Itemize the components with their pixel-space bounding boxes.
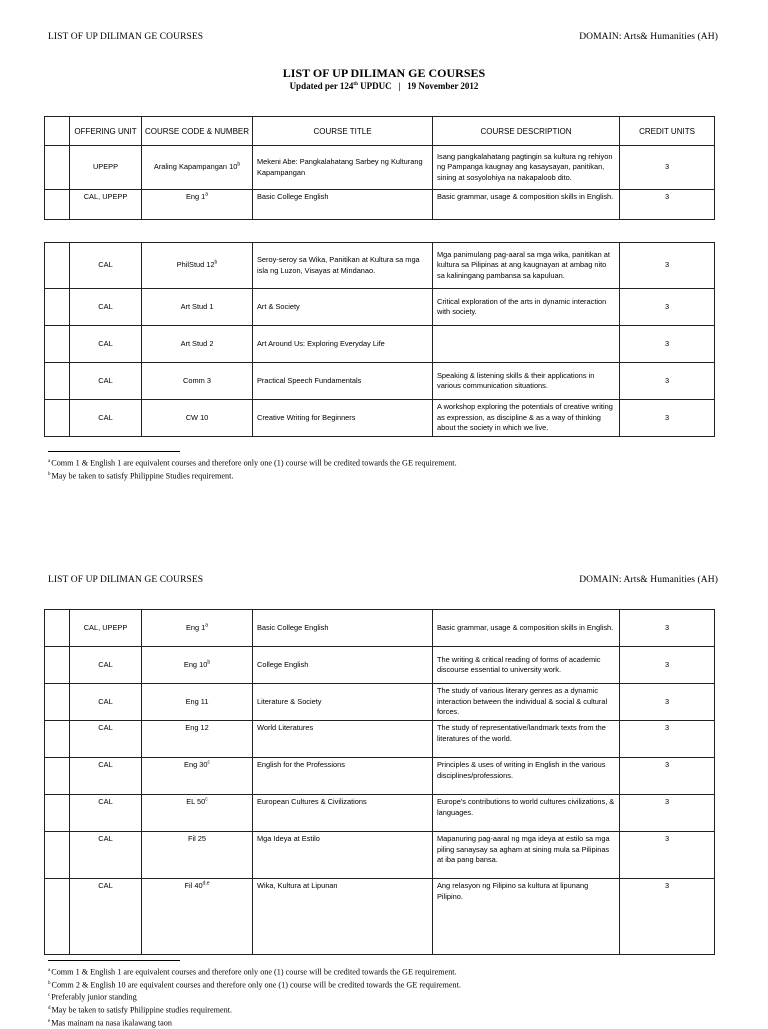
credit-units-cell: 3: [620, 146, 715, 190]
footnote-text: May be taken to satisfy Philippine studies requirement.: [51, 1005, 233, 1015]
table-row: [45, 758, 715, 795]
course-title-cell: Seroy-seroy sa Wika, Panitikan at Kultura sa mga isla ng Luzon, Visayas at Mindanao.: [253, 243, 433, 289]
credit-units-cell: 3: [620, 243, 715, 289]
footnote-text: Mas mainam na nasa ikalawang taon: [51, 1018, 172, 1028]
courses-table-3: [44, 609, 715, 955]
row-blank-cell: [45, 610, 70, 647]
row-blank-cell: [45, 684, 70, 721]
footnote: [48, 1016, 461, 1029]
table-row: [45, 400, 715, 437]
course-code-cell: [142, 684, 253, 721]
footnote-mark: a: [48, 459, 51, 464]
row-blank-cell: [45, 795, 70, 832]
subtitle-post: UPDUC | 19 November 2012: [357, 81, 479, 91]
footnote-mark: e: [48, 1018, 51, 1024]
footnote-mark: c: [207, 759, 210, 766]
offering-unit-cell: CAL: [70, 721, 142, 758]
credit-units-cell: 3: [620, 289, 715, 326]
course-title-cell: Creative Writing for Beginners: [253, 400, 433, 437]
course-code-cell: [142, 879, 253, 955]
header-course-title: COURSE TITLE: [253, 117, 433, 146]
course-title-cell: Mekeni Abe: Pangkalahatang Sarbey ng Kulturang Kapampangan: [253, 146, 433, 190]
header-offering-unit: OFFERING UNIT: [70, 117, 142, 146]
credit-units-cell: 3: [620, 400, 715, 437]
credit-units-cell: 3: [620, 363, 715, 400]
page2-footnotes: [48, 965, 461, 1029]
course-code: Eng 1: [185, 192, 206, 201]
header-course-code: COURSE CODE & NUMBER: [142, 117, 253, 146]
course-title-cell: World Literatures: [253, 721, 433, 758]
course-title-cell: Art & Society: [253, 289, 433, 326]
row-blank-cell: [45, 879, 70, 955]
header-blank: [45, 117, 70, 146]
footnote-text: Comm 2 & English 10 are equivalent courses and therefore only one (1) course will be credited towards the GE requirement.: [51, 980, 461, 990]
offering-unit-cell: CAL: [70, 326, 142, 363]
row-blank-cell: [45, 758, 70, 795]
footnote-mark: b: [207, 659, 211, 666]
table-row: [45, 795, 715, 832]
header-course-description: COURSE DESCRIPTION: [433, 117, 620, 146]
course-code: CW 10: [185, 412, 209, 422]
course-description-cell: Europe's contributions to world cultures civilizations, & languages.: [433, 795, 620, 832]
footnote-text: Preferably junior standing: [51, 993, 137, 1003]
course-title-cell: Wika, Kultura at Lipunan: [253, 879, 433, 955]
course-code-cell: [142, 289, 253, 326]
subtitle-sup: th: [353, 82, 358, 87]
course-code: EL 50: [186, 797, 206, 806]
offering-unit-cell: CAL, UPEPP: [70, 190, 142, 220]
course-title-cell: Practical Speech Fundamentals: [253, 363, 433, 400]
page2-header-left: LIST OF UP DILIMAN GE COURSES: [48, 575, 204, 585]
course-code: Comm 3: [183, 375, 211, 385]
course-description-cell: Ang relasyon ng Filipino sa kultura at lipunang Pilipino.: [433, 879, 620, 955]
row-blank-cell: [45, 190, 70, 220]
course-code-cell: [142, 190, 253, 220]
course-code-cell: [142, 146, 253, 190]
course-code: Eng 10: [183, 659, 208, 669]
course-description-cell: Speaking & listening skills & their applications in various communication situations.: [433, 363, 620, 400]
credit-units-cell: 3: [620, 832, 715, 879]
row-blank-cell: [45, 400, 70, 437]
course-code: Art Stud 2: [180, 338, 214, 348]
row-blank-cell: [45, 832, 70, 879]
footnote-mark: b: [237, 161, 241, 168]
footnote: [48, 978, 461, 991]
page2-header-right: DOMAIN: Arts& Humanities (AH): [579, 575, 718, 585]
footnote-mark: a: [205, 622, 209, 629]
credit-units-cell: 3: [620, 684, 715, 721]
course-code-cell: [142, 610, 253, 647]
page1-header-right: DOMAIN: Arts& Humanities (AH): [579, 32, 718, 42]
course-description-cell: The writing & critical reading of forms of academic discourse essential to university work.: [433, 647, 620, 684]
credit-units-cell: 3: [620, 721, 715, 758]
offering-unit-cell: CAL: [70, 289, 142, 326]
table-row: [45, 363, 715, 400]
table-row: [45, 610, 715, 647]
course-description-cell: A workshop exploring the potentials of creative writing as expression, as discipline & as a way of thinking about the society in which we live.: [433, 400, 620, 437]
course-description-cell: The study of various literary genres as a dynamic interaction between the individual & social & cultural forces.: [433, 684, 620, 721]
course-code: Araling Kapampangan 10: [153, 162, 238, 172]
course-code: PhilStud 12: [176, 260, 215, 270]
course-description-cell: [433, 326, 620, 363]
page-title: LIST OF UP DILIMAN GE COURSES: [282, 66, 486, 80]
footnote-mark: c: [205, 796, 208, 803]
table-row: [45, 721, 715, 758]
course-title-cell: English for the Professions: [253, 758, 433, 795]
credit-units-cell: 3: [620, 610, 715, 647]
course-code-cell: [142, 363, 253, 400]
course-description-cell: Isang pangkalahatang pagtingin sa kultura ng rehiyon ng Pampanga kaugnay ang kasaysayan, panitikan, sining at sosyolohiya na nakapaloob dito.: [433, 146, 620, 190]
credit-units-cell: 3: [620, 190, 715, 220]
table-header-row: [45, 117, 715, 146]
credit-units-cell: 3: [620, 795, 715, 832]
course-code: Fil 40: [184, 881, 203, 890]
credit-units-cell: 3: [620, 326, 715, 363]
offering-unit-cell: CAL: [70, 400, 142, 437]
table-row: [45, 190, 715, 220]
course-title-cell: European Cultures & Civilizations: [253, 795, 433, 832]
course-title-cell: Basic College English: [253, 190, 433, 220]
course-description-cell: The study of representative/landmark texts from the literatures of the world.: [433, 721, 620, 758]
offering-unit-cell: CAL: [70, 243, 142, 289]
course-description-cell: Mapanuring pag-aaral ng mga ideya at estilo sa mga piling sanaysay sa agham at sining mula sa Pilipinas at iba pang bansa.: [433, 832, 620, 879]
course-title-cell: Literature & Society: [253, 684, 433, 721]
table-row: [45, 879, 715, 955]
course-title-cell: Art Around Us: Exploring Everyday Life: [253, 326, 433, 363]
table-row: [45, 146, 715, 190]
row-blank-cell: [45, 289, 70, 326]
footnote: [48, 965, 461, 978]
credit-units-cell: 3: [620, 879, 715, 955]
footnote-mark: a: [205, 191, 209, 198]
course-code: Eng 11: [185, 696, 209, 706]
footnote-mark: b: [214, 259, 218, 266]
subtitle-pre: Updated per 124: [289, 81, 354, 91]
courses-table-2: [44, 242, 715, 437]
header-credit-units: CREDIT UNITS: [620, 117, 715, 146]
footnote-divider: [48, 960, 180, 961]
course-code-cell: [142, 326, 253, 363]
footnote-mark: b: [48, 980, 51, 986]
footnote: [48, 469, 457, 482]
footnote: [48, 456, 457, 469]
course-title-cell: Basic College English: [253, 610, 433, 647]
table-row: [45, 326, 715, 363]
course-code-cell: [142, 832, 253, 879]
table-row: [45, 647, 715, 684]
footnote: [48, 990, 461, 1003]
course-description-cell: Basic grammar, usage & composition skills in English.: [433, 610, 620, 647]
table-row: [45, 684, 715, 721]
footnote-text: Comm 1 & English 1 are equivalent courses and therefore only one (1) course will be credited towards the GE requirement.: [51, 458, 457, 468]
table-row: [45, 289, 715, 326]
row-blank-cell: [45, 363, 70, 400]
footnote-text: Comm 1 & English 1 are equivalent courses and therefore only one (1) course will be credited towards the GE requirement.: [51, 967, 457, 977]
course-description-cell: Basic grammar, usage & composition skills in English.: [433, 190, 620, 220]
offering-unit-cell: UPEPP: [70, 146, 142, 190]
footnote-mark: b: [48, 471, 51, 477]
row-blank-cell: [45, 326, 70, 363]
offering-unit-cell: CAL: [70, 647, 142, 684]
table-row: [45, 832, 715, 879]
row-blank-cell: [45, 243, 70, 289]
course-code-cell: [142, 243, 253, 289]
course-code: Eng 1: [185, 622, 206, 632]
course-code: Art Stud 1: [180, 301, 214, 311]
page1-header-left: LIST OF UP DILIMAN GE COURSES: [48, 32, 204, 42]
row-blank-cell: [45, 721, 70, 758]
footnote: [48, 1003, 461, 1016]
table-row: [45, 243, 715, 289]
footnote-divider: [48, 451, 180, 452]
course-code-cell: [142, 647, 253, 684]
offering-unit-cell: CAL: [70, 832, 142, 879]
offering-unit-cell: CAL: [70, 758, 142, 795]
course-code-cell: [142, 721, 253, 758]
course-code-cell: [142, 758, 253, 795]
page1-footnotes: [48, 456, 457, 481]
footnote-mark: d: [48, 1006, 51, 1012]
course-title-cell: College English: [253, 647, 433, 684]
footnote-mark: a: [48, 968, 51, 973]
offering-unit-cell: CAL: [70, 363, 142, 400]
offering-unit-cell: CAL: [70, 795, 142, 832]
course-title-cell: Mga Ideya at Estilo: [253, 832, 433, 879]
course-description-cell: Mga panimulang pag-aaral sa mga wika, panitikan at kultura sa Pilipinas at ang kaugnayan at ambag nito sa kaliningang pambansa sa kapuluan.: [433, 243, 620, 289]
credit-units-cell: 3: [620, 647, 715, 684]
course-code-cell: [142, 795, 253, 832]
footnote-text: May be taken to satisfy Philippine Studies requirement.: [51, 471, 234, 481]
courses-table-1: [44, 116, 715, 220]
footnote-mark: d,e: [202, 880, 210, 887]
footnote-mark: c: [48, 993, 51, 999]
credit-units-cell: 3: [620, 758, 715, 795]
row-blank-cell: [45, 146, 70, 190]
course-description-cell: Critical exploration of the arts in dynamic interaction with society.: [433, 289, 620, 326]
course-code: Eng 30: [184, 760, 208, 769]
offering-unit-cell: CAL, UPEPP: [70, 610, 142, 647]
offering-unit-cell: CAL: [70, 879, 142, 955]
course-code: Fil 25: [187, 834, 207, 843]
course-code: Eng 12: [185, 723, 209, 732]
page-subtitle: [0, 81, 768, 91]
course-description-cell: Principles & uses of writing in English in the various disciplines/professions.: [433, 758, 620, 795]
offering-unit-cell: CAL: [70, 684, 142, 721]
course-code-cell: [142, 400, 253, 437]
row-blank-cell: [45, 647, 70, 684]
